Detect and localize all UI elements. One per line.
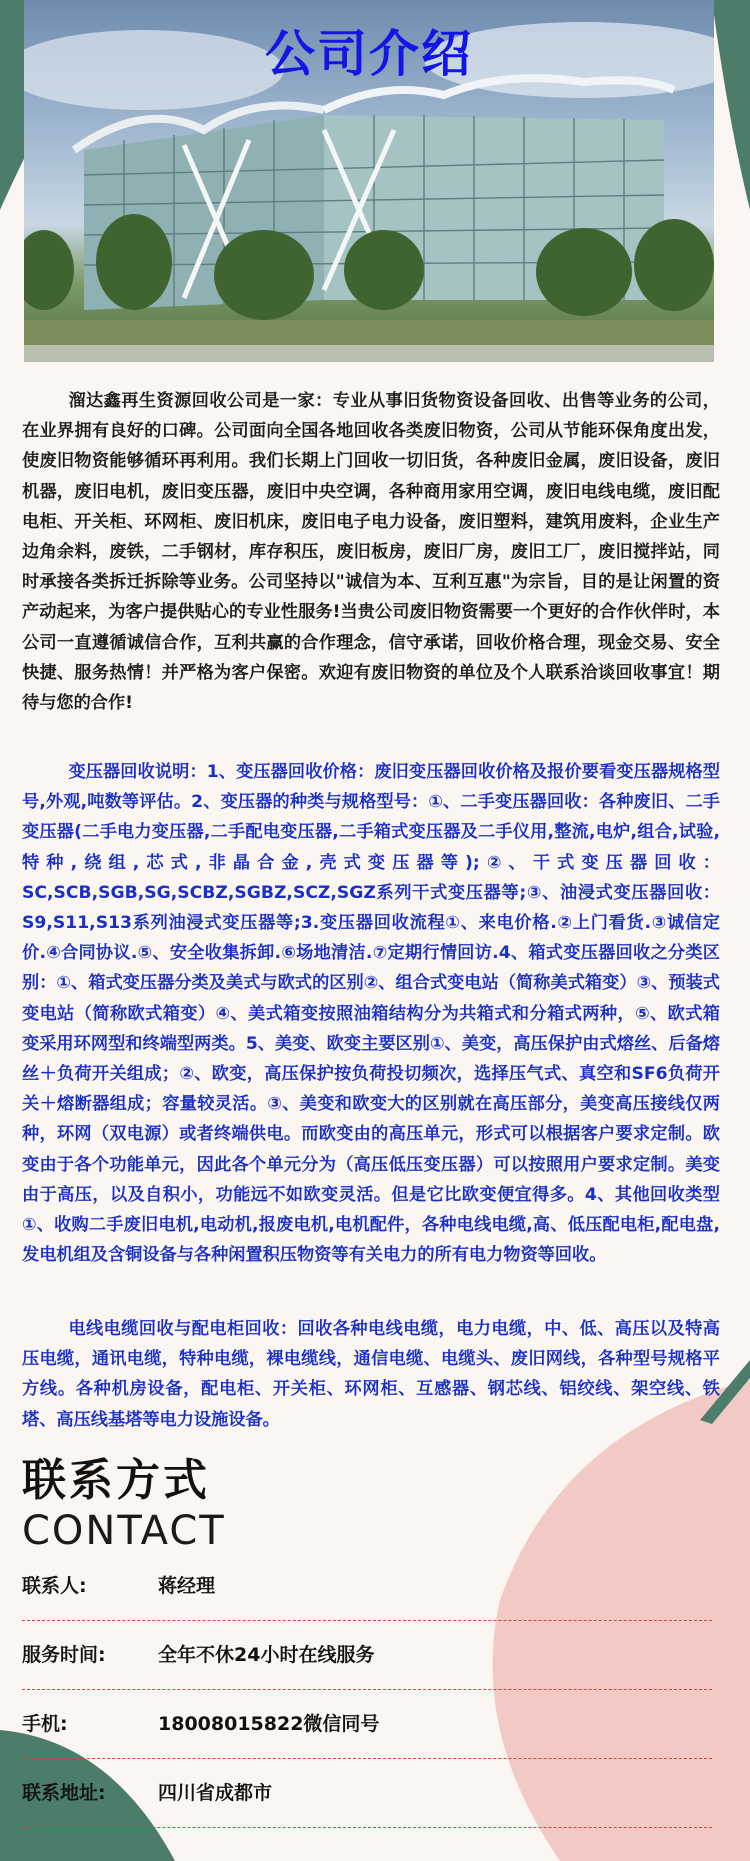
contact-row-phone <box>22 1701 712 1747</box>
company-intro-paragraph: 溜达鑫再生资源回收公司是一家：专业从事旧货物资设备回收、出售等业务的公司，在业界拥有良好的口碑。公司面向全国各地回收各类废旧物资，公司从节能环保角度出发，使废旧物资能够循环再利用。我们长期上门回收一切旧货，各种废旧金属，废旧设备，废旧机器，废旧电机，废旧变压器，废旧中央空调，各种商用家用空调，废旧电线电缆，废旧配电柜、开关柜、环网柜、废旧机床，废旧电子电力设备，废旧塑料，建筑用废料，企业生产边角余料，废铁，二手钢材，库存积压，废旧板房，废旧厂房，废旧工厂，废旧搅拌站，同时承接各类拆迁拆除等业务。公司坚持以"诚信为本、互利互惠"为宗旨，目的是让闲置的资产动起来，为客户提供贴心的专业性服务!当贵公司废旧物资需要一个更好的合作伙伴时，本公司一直遵循诚信合作，互利共赢的合作理念，信守承诺，回收价格合理，现金交易、安全快捷、服务热情！并严格为客户保密。欢迎有废旧物资的单位及个人联系洽谈回收事宜！期待与您的合作! <box>22 391 720 714</box>
contact-value: 四川省成都市 <box>158 1782 273 1804</box>
dashed-separator <box>22 1827 712 1828</box>
page-title: 公司介绍 <box>265 25 473 83</box>
dashed-separator <box>22 1620 712 1621</box>
contact-label: 服务时间: <box>22 1644 106 1666</box>
contact-label: 联系地址: <box>22 1782 106 1804</box>
cable-recycling-paragraph: 电线电缆回收与配电柜回收：回收各种电线电缆，电力电缆，中、低、高压以及特高压电缆，通讯电缆，特种电缆，裸电缆线，通信电缆、电缆头、废旧网线，各种型号规格平方线。各种机房设备，配电柜、开关柜、环网柜、互感器、钢芯线、铝绞线、架空线、铁塔、高压线基塔等电力设施设备。 <box>22 1319 720 1430</box>
transformer-recycling-paragraph: 变压器回收说明：1、变压器回收价格：废旧变压器回收价格及报价要看变压器规格型号,外观,吨数等评估。2、变压器的种类与规格型号：①、二手变压器回收：各种废旧、二手变压器(二手电力变压器,二手配电变压器,二手箱式变压器及二手仪用,整流,电炉,组合,试验,特种,绕组,芯式,非晶合金,壳式变压器等);②、干式变压器回收：SC,SCB,SGB,SG,SCBZ,SGBZ,SCZ,SGZ系列干式变压器等;③、油浸式变压器回收：S9,S11,S13系列油浸式变压器等;3.变压器回收流程①、来电价格.②上门看货.③诚信定价.④合同协议.⑤、安全收集拆卸.⑥场地清洁.⑦定期行情回访.4、箱式变压器回收之分类区别：①、箱式变压器分类及美式与欧式的区别②、组合式变电站（简称美式箱变）③、预装式变电站（简称欧式箱变）④、美式箱变按照油箱结构分为共箱式和分箱式两种，⑤、欧式箱变采用环网型和终端型两类。5、美变、欧变主要区别①、美变，高压保护由式熔丝、后备熔丝＋负荷开关组成；②、欧变，高压保护按负荷投切频次，选择压气式、真空和SF6负荷开关＋熔断器组成；容量较灵活。③、美变和欧变大的区别就在高压部分，美变高压接线仅两种，环网（双电源）或者终端供电。而欧变由的高压单元，形式可以根据客户要求定制。欧变由于各个功能单元，因此各个单元分为（高压低压变压器）可以按照用户要求定制。美变由于高压，以及自积小，功能远不如欧变灵活。但是它比欧变便宜得多。4、其他回收类型①、收购二手废旧电机,电动机,报废电机,电机配件，各种电线电缆,高、低压配电柜,配电盘,发电机组及含铜设备与各种闲置积压物资等有关电力的所有电力物资等回收。 <box>22 762 720 1266</box>
contact-value: 蒋经理 <box>158 1575 216 1597</box>
contact-heading-cn: 联系方式 <box>22 1455 210 1506</box>
contact-row-hours <box>22 1632 712 1678</box>
top-right-green-shape <box>712 0 750 210</box>
contact-value: 全年不休24小时在线服务 <box>158 1644 375 1666</box>
dashed-separator <box>22 1689 712 1690</box>
dashed-separator <box>22 1758 712 1759</box>
contact-row-person <box>22 1563 712 1609</box>
contact-heading-en: CONTACT <box>22 1508 226 1554</box>
hero-building-image <box>24 0 714 362</box>
contact-phone-value[interactable]: 18008015822微信同号 <box>158 1713 380 1735</box>
contact-label: 手机: <box>22 1713 68 1735</box>
contact-row-address <box>22 1770 712 1816</box>
contact-label: 联系人: <box>22 1575 87 1597</box>
